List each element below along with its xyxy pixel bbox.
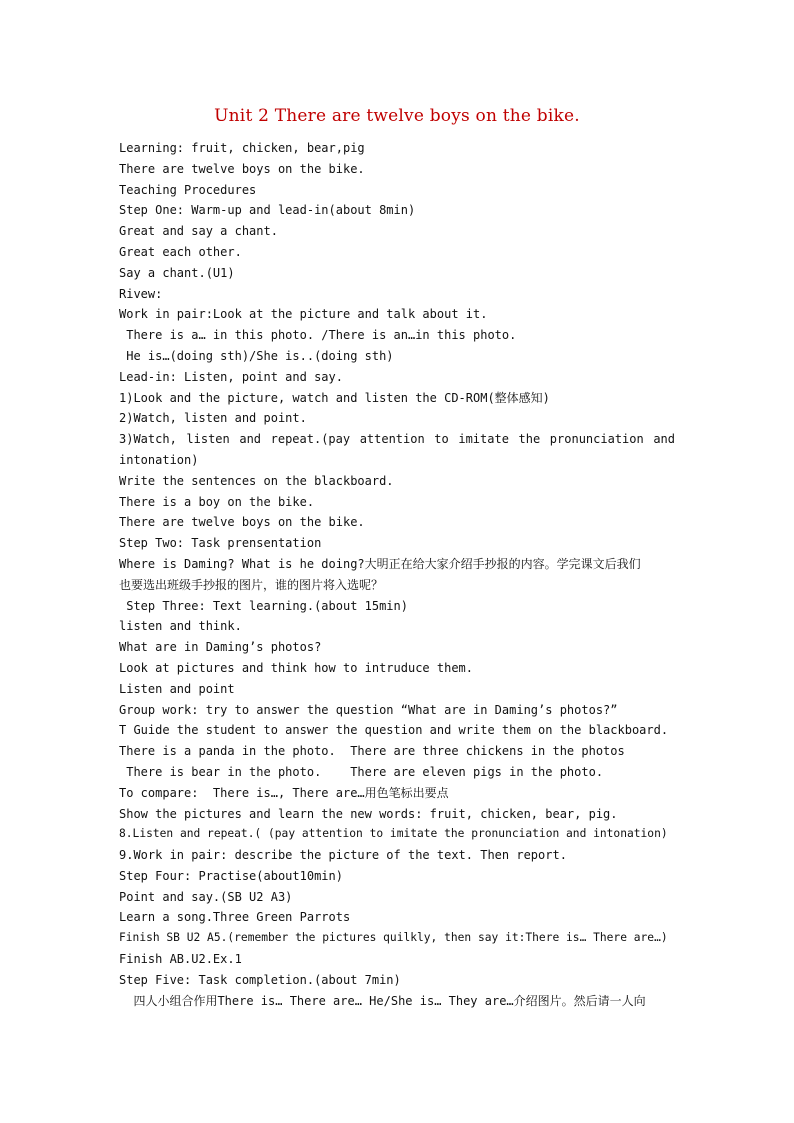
text-line: Listen and point [119,681,235,696]
text-line: Work in pair:Look at the picture and talk about it. [119,307,488,322]
text-line: Step Three: Text learning.(about 15min) [119,598,408,613]
text-line: Step Four: Practise(about10min) [119,868,343,883]
text-line: Learn a song.Three Green Parrots [119,910,351,925]
text-line: Rivew: [119,286,163,301]
text-line: Say a chant.(U1) [119,265,235,280]
text-line: There is a… in this photo. /There is an…in this photo. [119,328,517,343]
text-line: Show the pictures and learn the new words: fruit, chicken, bear, pig. [119,806,618,821]
text-line: 3)Watch, listen and repeat.(pay attention to imitate the pronunciation and [119,432,675,447]
text-line: Step Two: Task prensentation [119,536,322,551]
text-line: 9.Work in pair: describe the picture of the text. Then report. [119,848,567,863]
text-line: Point and say.(SB U2 A3) [119,889,293,904]
text-line: Step One: Warm-up and lead-in(about 8min) [119,203,416,218]
text-line: Where is Daming? What is he doing?大明正在给大家介绍手抄报的内容。学完课文后我们 [119,556,641,571]
text-line: There is a panda in the photo. There are three chickens in the photos [119,744,625,759]
text-line: Finish AB.U2.Ex.1 [119,952,242,967]
text-line: Look at pictures and think how to intruduce them. [119,660,474,675]
text-line: Write the sentences on the blackboard. [119,473,394,488]
text-line: Great each other. [119,244,242,259]
text-line: There are twelve boys on the bike. [119,515,365,530]
text-line: There is bear in the photo. There are eleven pigs in the photo. [119,764,604,779]
text-line: There are twelve boys on the bike. [119,161,365,176]
text-line: What are in Daming’s photos? [119,640,322,655]
text-line: 2)Watch, listen and point. [119,411,307,426]
text-line: Step Five: Task completion.(about 7min) [119,972,401,987]
text-line: 四人小组合作用There is… There are… He/She is… They are…介绍图片。然后请一人向 [119,993,646,1008]
text-line: 8.Listen and repeat.( (pay attention to imitate the pronunciation and intonation) [119,827,668,841]
text-line: He is…(doing sth)/She is..(doing sth) [119,348,394,363]
text-line: Lead-in: Listen, point and say. [119,369,343,384]
text-line: Teaching Procedures [119,182,257,197]
document-body [119,138,675,1011]
text-line: Group work: try to answer the question “What are in Daming’s photos?” [119,702,618,717]
text-line: Finish SB U2 A5.(remember the pictures quilkly, then say it:There is… There are…) [119,931,668,945]
text-line: intonation) [119,452,199,467]
text-line: 也要选出班级手抄报的图片，谁的图片将入选呢？ [119,577,384,592]
text-line: Great and say a chant. [119,224,278,239]
text-line: T Guide the student to answer the question and write them on the blackboard. [119,723,669,738]
text-line: To compare: There is…, There are…用色笔标出要点 [119,785,449,800]
text-line: 1)Look and the picture, watch and listen the CD-ROM(整体感知) [119,390,550,405]
text-line: There is a boy on the bike. [119,494,315,509]
text-line: listen and think. [119,619,242,634]
document-title: Unit 2 There are twelve boys on the bike. [214,106,580,126]
text-line: Learning: fruit, chicken, bear,pig [119,141,365,155]
